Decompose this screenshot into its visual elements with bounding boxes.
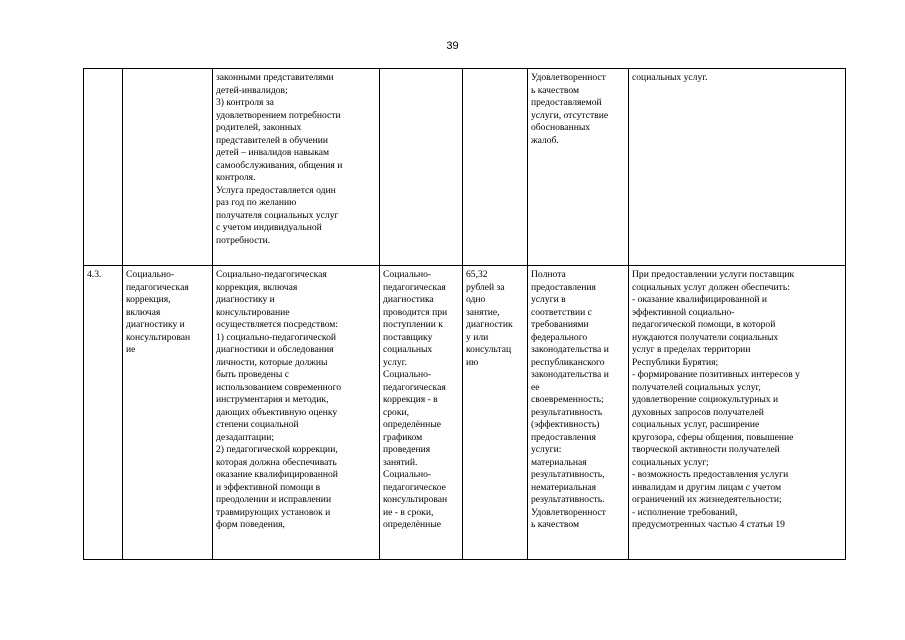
cell-text-line: соответствии с	[531, 306, 592, 318]
cell-text-line: обоснованных	[531, 122, 591, 133]
cell-text-line: предоставляемой	[531, 97, 602, 108]
cell-text-line: представителей в обучении	[216, 134, 328, 146]
cell-text-line: социальных	[383, 344, 433, 355]
cell-text-line: - формирование позитивных интересов у	[632, 369, 800, 380]
cell-text-line: предусмотренных частью 4 статьи 19	[632, 519, 785, 530]
cell-text-line: результативность,	[531, 469, 605, 480]
cell-text-line: ие - в сроки,	[383, 506, 434, 518]
cell-text-line: у или	[466, 331, 489, 343]
cell-text-line: консультирован	[383, 494, 448, 505]
cell-text-line: консультирование	[216, 306, 290, 318]
cell-text-line: инвалидам и другим лицам с учетом	[632, 481, 782, 493]
cell-text-line: федерального	[531, 331, 588, 343]
cell-text-line: педагогическая	[126, 281, 189, 293]
cell-text-line: - исполнение требований,	[632, 506, 738, 518]
cell-text-line: законодательства и	[531, 369, 609, 380]
cell-text-line: законными представителями	[216, 72, 334, 83]
cell-number	[84, 266, 123, 560]
cell-text-line: Удовлетворенност	[531, 72, 606, 83]
cell-service-description	[213, 266, 380, 560]
cell-text-line: самообслуживания, общения и	[216, 159, 343, 171]
cell-text-line: 4.3.	[87, 269, 102, 280]
cell-text-line: Услуга предоставляется один	[216, 184, 336, 196]
cell-text-line: педагогической помощи, в которой	[632, 319, 776, 330]
cell-text-line: результативность	[531, 406, 603, 418]
cell-text-line: требованиями	[531, 319, 589, 330]
cell-text-line: коррекция - в	[383, 394, 438, 405]
cell-text-line: получателей социальных услуг,	[632, 381, 761, 393]
cell-text-line: (эффективность)	[531, 419, 600, 430]
cell-text-line: педагогическое	[383, 481, 446, 493]
cell-text-line: законодательства и	[531, 344, 609, 355]
cell-text-line: творческой активности получателей	[632, 444, 780, 455]
cell-text-line: степени социальной	[216, 419, 299, 430]
cell-text-line: раз год по желанию	[216, 197, 297, 208]
cell-text-line: услуги:	[531, 444, 562, 455]
cell-text-line: Социально-педагогическая	[216, 269, 327, 280]
cell-text-line: потребности.	[216, 234, 271, 246]
cell-text-line: консультирован	[126, 331, 191, 343]
cell-text-line: Удовлетворенност	[531, 506, 606, 518]
table-row	[84, 266, 846, 560]
cell-text-line: социальных услуг, расширение	[632, 419, 760, 430]
page-number: 39	[446, 40, 459, 52]
cell-text-line: своевременность;	[531, 394, 604, 405]
cell-service-norms	[380, 69, 463, 266]
cell-quality-indicators	[528, 69, 629, 266]
cell-text-line: дезадаптации;	[216, 431, 275, 443]
cell-text-line: эффективной социально-	[632, 306, 735, 318]
cell-conditions	[629, 266, 846, 560]
cell-text-line: услуг.	[383, 356, 407, 368]
cell-text-line: педагогическая	[383, 281, 446, 293]
cell-text-line: 1) социально-педагогической	[216, 331, 336, 343]
cell-text-line: педагогическая	[383, 381, 446, 393]
cell-text-line: республиканского	[531, 356, 605, 368]
table-row	[84, 69, 846, 266]
cell-text-line: коррекция, включая	[216, 281, 298, 293]
cell-text-line: При предоставлении услуги поставщик	[632, 269, 795, 280]
cell-text-line: родителей, законных	[216, 122, 302, 133]
cell-text-line: услуги в	[531, 294, 566, 305]
cell-text-line: кругозора, сферы общения, повышение	[632, 431, 794, 443]
cell-service-name	[123, 69, 213, 266]
cell-service-description	[213, 69, 380, 266]
cell-text-line: жалоб.	[531, 134, 559, 146]
cell-text-line: предоставления	[531, 281, 596, 293]
cell-text-line: занятие,	[466, 306, 500, 318]
cell-conditions	[629, 69, 846, 266]
cell-text-line: получателя социальных услуг	[216, 209, 339, 221]
cell-text-line: и эффективной помощи в	[216, 481, 321, 493]
cell-text-line: нематериальная	[531, 481, 597, 493]
cell-text-line: - возможность предоставления услуги	[632, 469, 789, 480]
cell-text-line: социальных услуг должен обеспечить:	[632, 281, 790, 293]
cell-number	[84, 69, 123, 266]
cell-text-line: услуг в пределах территории	[632, 344, 751, 355]
cell-text-line: диагностика	[383, 294, 434, 305]
cell-service-norms	[380, 266, 463, 560]
cell-text-line: ию	[466, 356, 479, 368]
cell-text-line: духовных запросов получателей	[632, 406, 764, 418]
cell-text-line: ь качеством	[531, 519, 580, 530]
cell-text-line: рублей за	[466, 281, 505, 293]
cell-text-line: диагностики и обследования	[216, 344, 334, 355]
cell-text-line: с учетом индивидуальной	[216, 222, 322, 233]
cell-text-line: ограничений их жизнедеятельности;	[632, 494, 782, 505]
cell-tariff	[463, 69, 528, 266]
cell-text-line: которая должна обеспечивать	[216, 456, 337, 468]
cell-text-line: 65,32	[466, 269, 488, 280]
cell-text-line: консультац	[466, 344, 512, 355]
cell-text-line: - оказание квалифицированной и	[632, 294, 768, 305]
cell-text-line: детей – инвалидов навыкам	[216, 147, 330, 158]
cell-text-line: диагностику и	[216, 294, 275, 305]
cell-text-line: результативность.	[531, 494, 605, 505]
cell-text-line: поступлении к	[383, 319, 443, 330]
cell-text-line: коррекция,	[126, 294, 171, 305]
cell-text-line: 2) педагогической коррекции,	[216, 444, 338, 455]
cell-text-line: Республики Бурятия;	[632, 356, 719, 368]
cell-text-line: травмирующих установок и	[216, 506, 331, 518]
cell-text-line: поставщику	[383, 331, 433, 343]
cell-text-line: ее	[531, 381, 540, 393]
cell-text-line: использованием современного	[216, 381, 342, 393]
cell-text-line: инструментария и методик,	[216, 394, 329, 405]
cell-text-line: социальных услуг.	[632, 72, 708, 83]
cell-text-line: занятий.	[383, 456, 418, 468]
cell-text-line: проводится при	[383, 306, 448, 318]
cell-text-line: осуществляется посредством:	[216, 319, 339, 330]
cell-text-line: Социально-	[383, 269, 432, 280]
cell-text-line: сроки,	[383, 406, 410, 418]
cell-text-line: Социально-	[126, 269, 175, 280]
cell-text-line: ь качеством	[531, 84, 580, 96]
cell-text-line: одно	[466, 294, 486, 305]
cell-text-line: определённые	[383, 419, 442, 430]
cell-text-line: проведения	[383, 444, 431, 455]
cell-text-line: графиком	[383, 431, 423, 443]
cell-text-line: форм поведения,	[216, 519, 285, 530]
cell-text-line: включая	[126, 306, 161, 318]
cell-quality-indicators	[528, 266, 629, 560]
cell-text-line: Социально-	[383, 369, 432, 380]
cell-text-line: детей-инвалидов;	[216, 84, 288, 96]
cell-text-line: услуги, отсутствие	[531, 109, 609, 121]
cell-text-line: преодолении и исправлении	[216, 494, 332, 505]
cell-text-line: удовлетворением потребности	[216, 109, 341, 121]
cell-text-line: материальная	[531, 456, 587, 468]
cell-text-line: 3) контроля за	[216, 97, 274, 108]
services-table	[83, 68, 846, 560]
cell-tariff	[463, 266, 528, 560]
cell-text-line: диагностику и	[126, 319, 185, 330]
cell-service-name	[123, 266, 213, 560]
cell-text-line: диагностик	[466, 319, 513, 330]
cell-text-line: социальных услуг;	[632, 456, 709, 468]
cell-text-line: нуждаются получатели социальных	[632, 331, 779, 343]
cell-text-line: ие	[126, 344, 136, 355]
cell-text-line: определённые	[383, 519, 442, 530]
cell-text-line: дающих объективную оценку	[216, 406, 338, 418]
cell-text-line: предоставления	[531, 431, 596, 443]
cell-text-line: Полнота	[531, 269, 566, 280]
cell-text-line: личности, которые должны	[216, 356, 328, 368]
cell-text-line: удовлетворение социокультурных и	[632, 394, 779, 405]
cell-text-line: контроля.	[216, 172, 256, 183]
cell-text-line: быть проведены с	[216, 369, 290, 380]
cell-text-line: оказание квалифицированной	[216, 469, 338, 480]
cell-text-line: Социально-	[383, 469, 432, 480]
